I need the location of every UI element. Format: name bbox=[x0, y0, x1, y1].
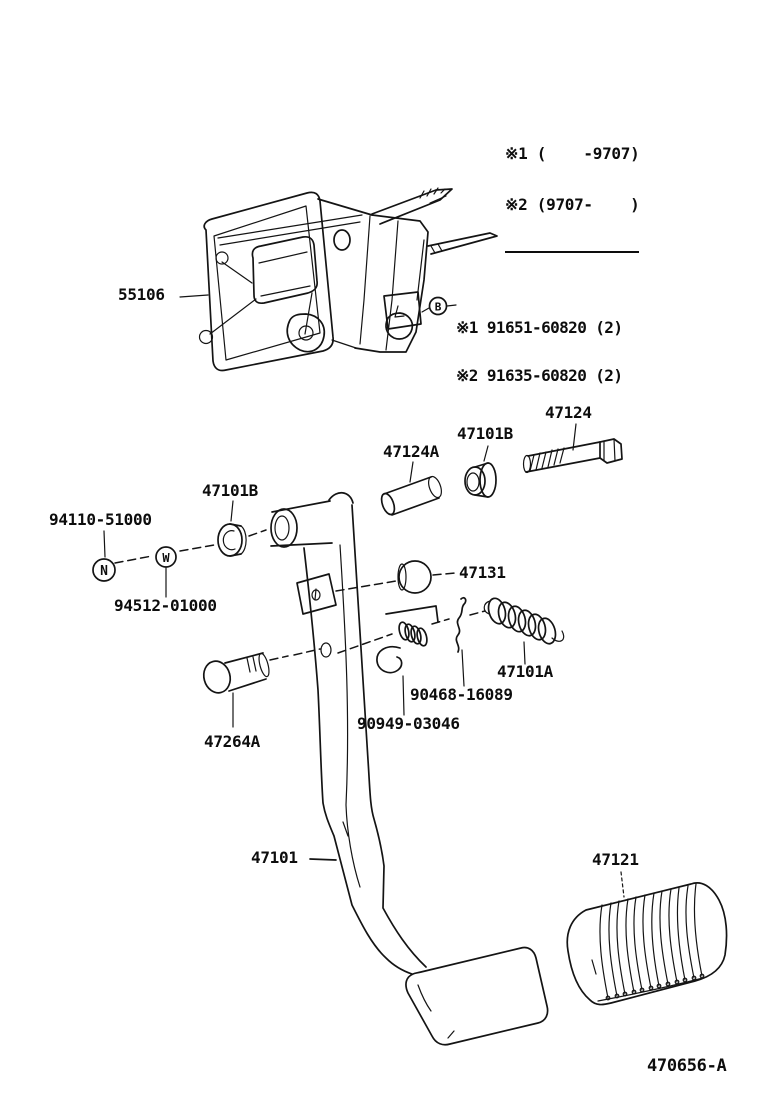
washer-symbol-letter: W bbox=[162, 551, 170, 565]
nut-symbol bbox=[93, 559, 115, 581]
pin-drawing bbox=[200, 652, 271, 695]
part-label-pedal: 47101 bbox=[251, 848, 298, 867]
part-label-stopper: 47131 bbox=[459, 563, 506, 582]
stopper-drawing bbox=[398, 561, 431, 593]
fastener-note-line-2: ※2 91635-60820 (2) bbox=[456, 366, 623, 385]
pedal-bracket-drawing bbox=[200, 188, 498, 371]
bushing-upper-drawing bbox=[465, 463, 496, 497]
part-label-washer: 94512-01000 bbox=[114, 596, 217, 615]
part-label-pad: 47121 bbox=[592, 850, 639, 869]
washer-symbol bbox=[156, 547, 176, 567]
part-label-bracket: 55106 bbox=[118, 285, 165, 304]
part-label-spring-hook: 90949-03046 bbox=[357, 714, 460, 733]
part-label-bushing-lower: 47101B bbox=[202, 481, 258, 500]
part-label-nut: 94110-51000 bbox=[49, 510, 152, 529]
part-label-bolt: 47124 bbox=[545, 403, 592, 422]
part-label-spring: 47101A bbox=[497, 662, 553, 681]
pedal-pad-drawing bbox=[567, 883, 726, 1005]
fastener-note bbox=[456, 288, 622, 416]
bolt-drawing bbox=[524, 439, 623, 473]
clip-drawing bbox=[456, 598, 465, 652]
note-line-2: ※2 (9707- ) bbox=[505, 195, 640, 214]
part-label-collar: 47124A bbox=[383, 442, 439, 461]
part-label-pin: 47264A bbox=[204, 732, 260, 751]
bushing-lower-drawing bbox=[218, 524, 246, 556]
spring-drawing bbox=[484, 596, 563, 645]
part-label-bushing-upper: 47101B bbox=[457, 424, 513, 443]
brake-pedal-drawing bbox=[271, 493, 548, 1045]
applicability-note bbox=[505, 111, 639, 253]
part-label-clip: 90468-16089 bbox=[410, 685, 513, 704]
collar-drawing bbox=[379, 475, 444, 516]
bolt-symbol-letter: B bbox=[434, 300, 442, 314]
spring-hook-drawing bbox=[377, 606, 438, 673]
nut-symbol-letter: N bbox=[100, 564, 108, 579]
fastener-note-line-1: ※1 91651-60820 (2) bbox=[456, 318, 623, 337]
figure-code: 470656-A bbox=[647, 1056, 727, 1076]
note-line-1: ※1 ( -9707) bbox=[505, 144, 640, 163]
bolt-symbol bbox=[430, 298, 447, 315]
